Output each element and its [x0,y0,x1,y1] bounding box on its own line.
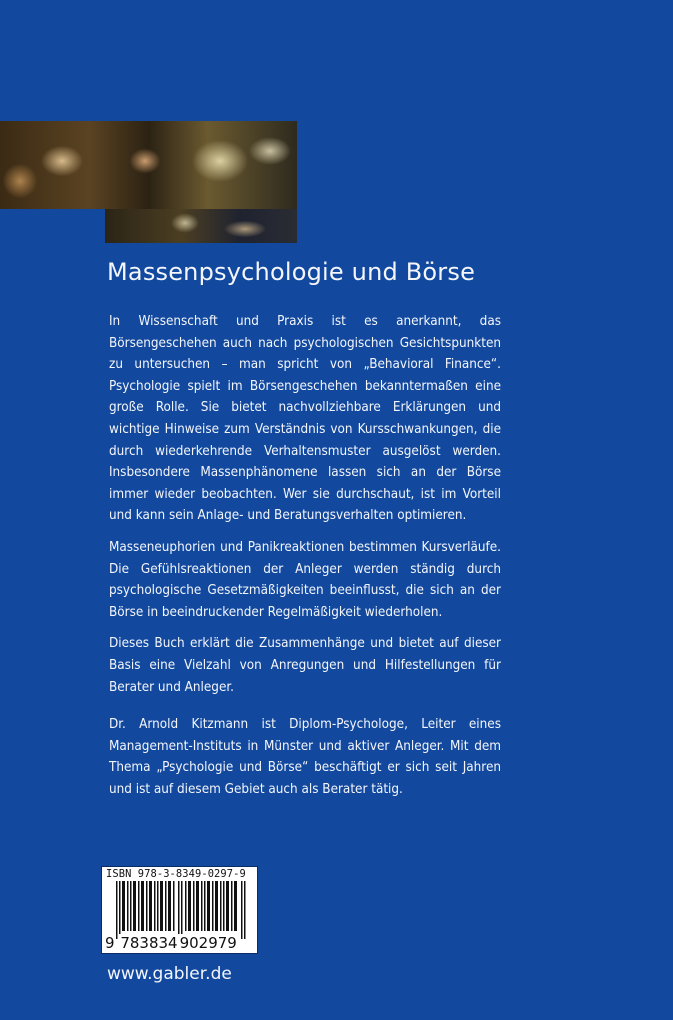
photo-lower-section [105,209,297,243]
barcode-digits [105,934,238,952]
blurb [109,311,501,810]
barcode-digits-group2: 902979 [179,934,237,952]
book-title: Massenpsychologie und Börse [107,258,476,286]
publisher-website: www.gabler.de [107,964,232,984]
isbn-barcode [101,866,258,954]
photo-upper-section [0,121,297,209]
blurb-paragraph-3: Dieses Buch erklärt die Zusammenhänge und bietet auf dieser Basis eine Vielzahl von Anregungen und Hilfestellungen für Berater und Anleger. [109,636,501,695]
isbn-label: ISBN 978-3-8349-0297-9 [106,868,246,880]
blurb-paragraph-2: Masseneuphorien und Panikreaktionen bestimmen Kursverläufe. Die Gefühlsreaktionen der Anleger werden ständig durch psychologische Gesetzmäßigkeiten beeinflusst, die sich an der Börse in beeindruckender Regelmäßigkeit wiederholen. [109,539,501,620]
trading-floor-photo [0,121,297,243]
barcode-bars-icon [116,881,246,939]
barcode-digits-group1: 783834 [120,934,178,952]
author-bio: Dr. Arnold Kitzmann ist Diplom-Psychologe, Leiter eines Management-Instituts in Münster und aktiver Anleger. Mit dem Thema „Psychologie und Börse“ beschäftigt er sich seit Jahren und ist auf diesem Gebiet auch als Berater tätig. [109,717,501,797]
blurb-paragraph-1: In Wissenschaft und Praxis ist es anerkannt, das Börsengeschehen auch nach psychologischen Gesichtspunkten zu untersuchen – man spricht von „Behavioral Finance“. Psychologie spielt im Börsengeschehen bekanntermaßen eine große Rolle. Sie bietet nachvollziehbare Erklärungen und wichtige Hinweise zum Verständnis von Kursschwankungen, die durch wiederkehrende Verhaltensmuster ausgelöst werden. Insbesondere Massenphänomene lassen sich an der Börse immer wieder beobachten. Wer sie durchschaut, ist im Vorteil und kann sein Anlage- und Beratungsverhalten optimieren. [109,314,501,524]
barcode-digit-first: 9 [105,934,115,952]
